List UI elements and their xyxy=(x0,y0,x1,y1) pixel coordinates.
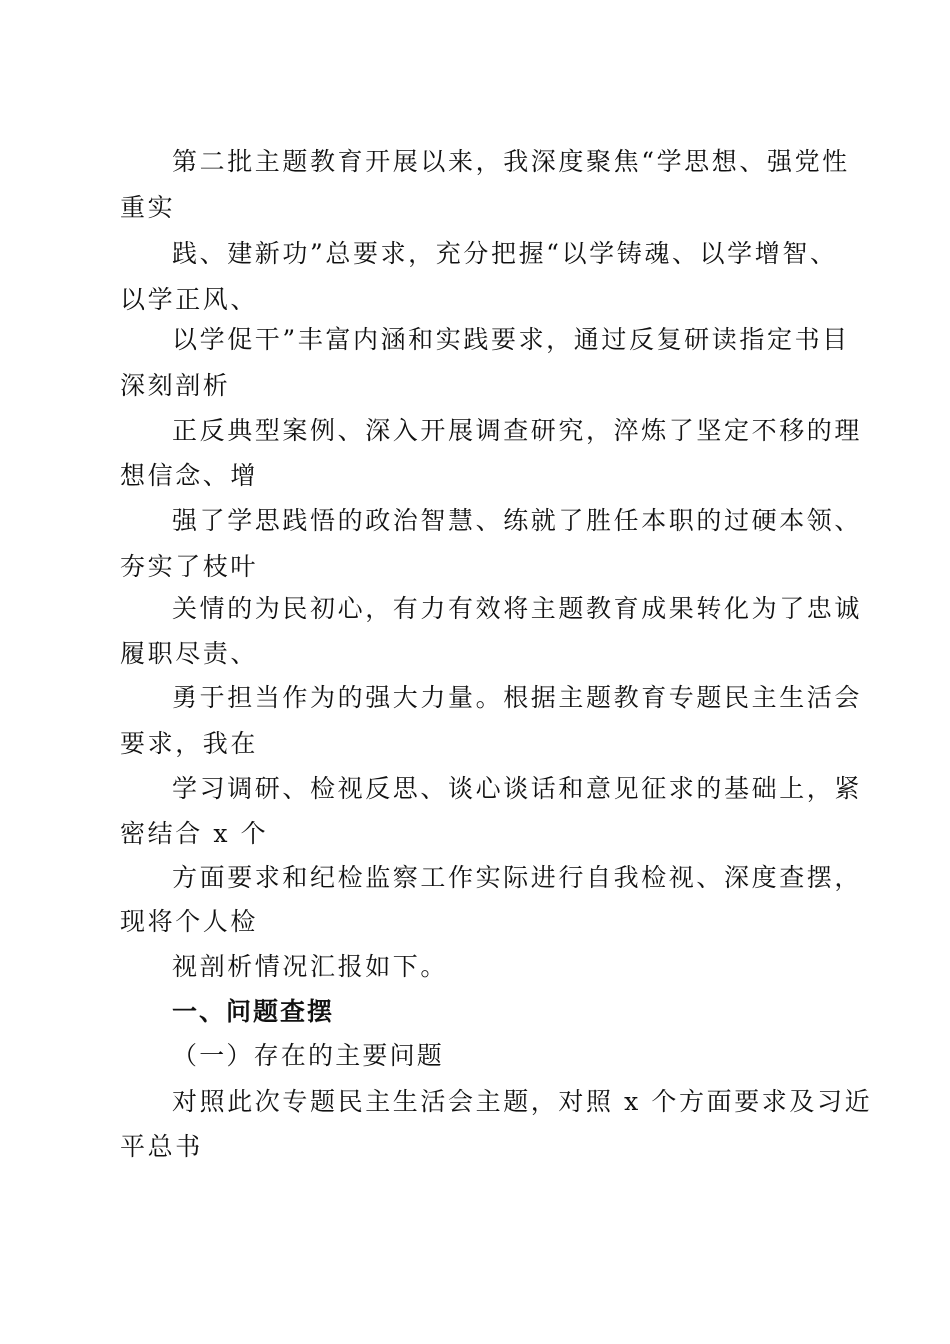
paragraph-line: 要求，我在 xyxy=(120,729,259,758)
paragraph-line: 勇于担当作为的强大力量。根据主题教育专题民主生活会 xyxy=(172,683,863,712)
paragraph-line: 以学促干”丰富内涵和实践要求，通过反复研读指定书目 xyxy=(172,325,850,354)
paragraph-line: 密结合 x 个 xyxy=(120,819,269,848)
paragraph-line: 以学正风、 xyxy=(120,285,259,314)
paragraph-line: 平总书 xyxy=(120,1132,203,1161)
paragraph-line: 视剖析情况汇报如下。 xyxy=(172,952,449,981)
paragraph-line: 正反典型案例、深入开展调查研究，淬炼了坚定不移的理 xyxy=(172,416,863,445)
paragraph-line: 现将个人检 xyxy=(120,907,259,936)
paragraph-line: 方面要求和纪检监察工作实际进行自我检视、深度查摆， xyxy=(172,863,863,892)
paragraph-line: 关情的为民初心，有力有效将主题教育成果转化为了忠诚 xyxy=(172,594,863,623)
paragraph-line: 强了学思践悟的政治智慧、练就了胜任本职的过硬本领、 xyxy=(172,506,863,535)
paragraph-line: 履职尽责、 xyxy=(120,639,259,668)
paragraph-line: 重实 xyxy=(120,193,176,222)
paragraph-line: 夯实了枝叶 xyxy=(120,552,259,581)
paragraph-line: 想信念、增 xyxy=(120,461,259,490)
paragraph-line: 践、建新功”总要求，充分把握“以学铸魂、以学增智、 xyxy=(172,239,838,268)
paragraph-line: 深刻剖析 xyxy=(120,371,231,400)
paragraph-line: 对照此次专题民主生活会主题，对照 x 个方面要求及习近 xyxy=(172,1087,873,1116)
section-heading: 一、问题查摆 xyxy=(172,997,335,1026)
paragraph-line: 学习调研、检视反思、谈心谈话和意见征求的基础上，紧 xyxy=(172,774,863,803)
subsection-heading: （一）存在的主要问题 xyxy=(172,1041,445,1070)
paragraph-line: 第二批主题教育开展以来，我深度聚焦“学思想、强党性 xyxy=(172,147,850,176)
